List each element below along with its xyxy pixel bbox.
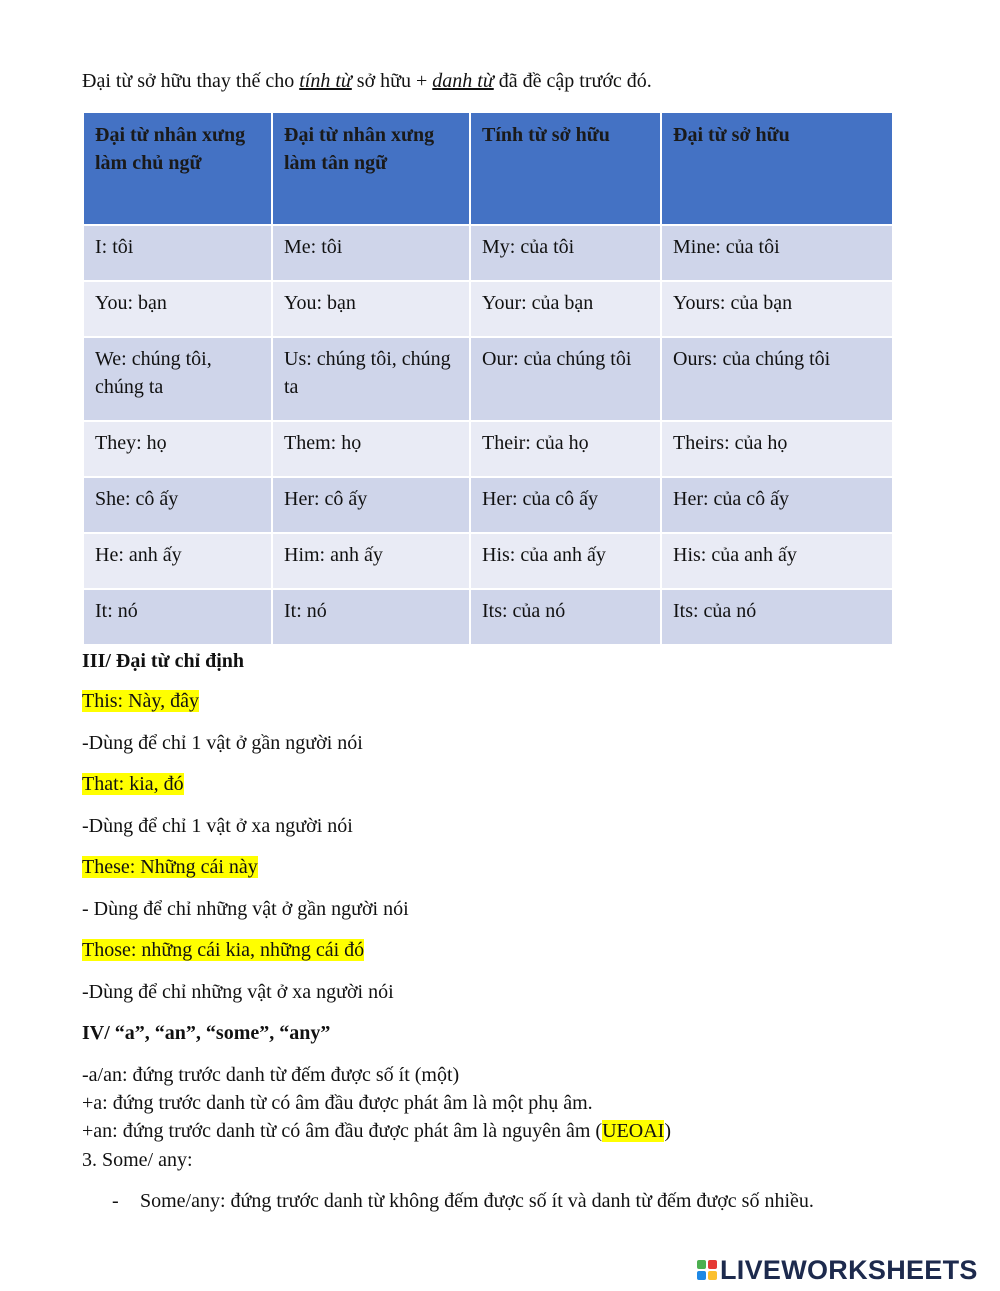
that-description: -Dùng để chỉ 1 vật ở xa người nói [82,815,353,837]
table-cell: My: của tôi [470,225,661,281]
some-any-rule: Some/any: đứng trước danh từ không đếm được số ít và danh từ đếm được số nhiều. [140,1190,814,1212]
table-cell: Us: chúng tôi, chúng ta [272,337,470,421]
this-description: -Dùng để chỉ 1 vật ở gần người nói [82,732,363,754]
logo-block [708,1260,717,1269]
table-cell: She: cô ấy [83,477,272,533]
those-description: -Dùng để chỉ những vật ở xa người nói [82,981,394,1003]
table-cell: Theirs: của họ [661,421,893,477]
header-possessive-adjective: Tính từ sở hữu [470,112,661,225]
logo-blocks-icon [697,1260,717,1280]
table-cell: He: anh ấy [83,533,272,589]
an-rule: +an: đứng trước danh từ có âm đầu được phát âm là nguyên âm (UEOAI) [82,1120,671,1142]
table-cell: Ours: của chúng tôi [661,337,893,421]
table-cell: Its: của nó [470,589,661,645]
logo-text: LIVEWORKSHEETS [720,1254,978,1285]
liveworksheets-logo[interactable] [697,1253,978,1287]
those-label: Those: những cái kia, những cái đó [82,939,365,961]
table-cell: Mine: của tôi [661,225,893,281]
intro-term-noun: danh từ [432,70,494,92]
table-cell: Our: của chúng tôi [470,337,661,421]
table-cell: It: nó [272,589,470,645]
intro-text-3: đã đề cập trước đó. [493,70,652,92]
header-subject-pronoun: Đại từ nhân xưng làm chủ ngữ [83,112,272,225]
these-description: - Dùng để chỉ những vật ở gần người nói [82,898,409,920]
header-object-pronoun: Đại từ nhân xưng làm tân ngữ [272,112,470,225]
table-cell: Them: họ [272,421,470,477]
table-cell: Your: của bạn [470,281,661,337]
table-row [83,533,893,589]
table-cell: Their: của họ [470,421,661,477]
a-an-rule: -a/an: đứng trước danh từ đếm được số ít (một) [82,1064,460,1086]
intro-text-2: sở hữu + [351,70,433,92]
table-cell: You: bạn [83,281,272,337]
table-row [83,281,893,337]
table-cell: We: chúng tôi, chúng ta [83,337,272,421]
table-cell: Her: của cô ấy [470,477,661,533]
table-cell: They: họ [83,421,272,477]
these-label: These: Những cái này [82,856,258,878]
table-cell: Its: của nó [661,589,893,645]
table-cell: It: nó [83,589,272,645]
table-header-row [83,112,893,225]
intro-sentence [82,70,652,93]
that-label: That: kia, đó [82,773,184,795]
section3-heading: III/ Đại từ chỉ định [82,650,245,672]
some-any-heading: 3. Some/ any: [82,1149,193,1171]
table-cell: His: của anh ấy [661,533,893,589]
header-possessive-pronoun: Đại từ sở hữu [661,112,893,225]
table-cell: His: của anh ấy [470,533,661,589]
intro-text-1: Đại từ sở hữu thay thế cho [82,70,300,92]
bullet-marker: - [112,1190,119,1212]
table-cell: Me: tôi [272,225,470,281]
table-cell: Her: cô ấy [272,477,470,533]
table-cell: Him: anh ấy [272,533,470,589]
a-rule: +a: đứng trước danh từ có âm đầu được phát âm là một phụ âm. [82,1092,593,1114]
pronoun-table [82,111,894,646]
table-row [83,225,893,281]
logo-block [708,1271,717,1280]
section4-heading: IV/ “a”, “an”, “some”, “any” [82,1022,331,1044]
table-cell: Her: của cô ấy [661,477,893,533]
logo-block [697,1271,706,1280]
table-cell: I: tôi [83,225,272,281]
intro-term-adjective: tính từ [299,70,352,92]
table-row [83,477,893,533]
this-label: This: Này, đây [82,690,200,712]
table-cell: Yours: của bạn [661,281,893,337]
table-cell: You: bạn [272,281,470,337]
logo-block [697,1260,706,1269]
table-row [83,421,893,477]
table-row [83,337,893,421]
vowels-highlight: UEOAI [602,1120,665,1142]
table-row [83,589,893,645]
